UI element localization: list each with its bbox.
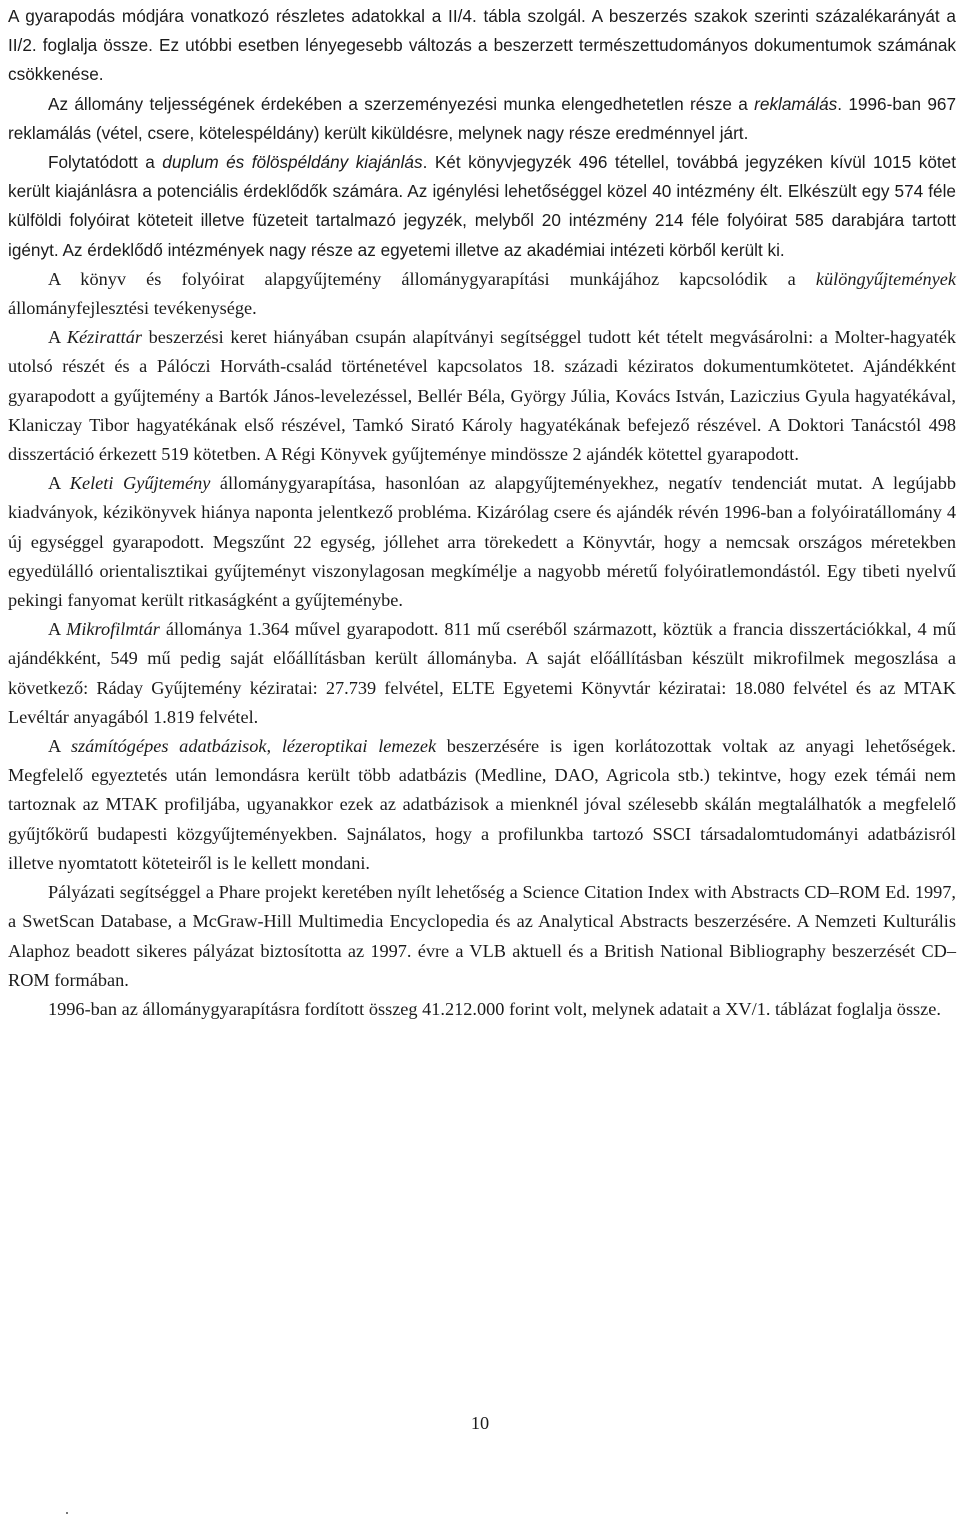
paragraph-manuscripts-text-a: A [48, 327, 67, 348]
paragraph-grants: Pályázati segítséggel a Phare projekt keretében nyílt lehetőség a Science Citation Index with Abstracts CD–ROM Ed. 1997, a SwetScan Database, a McGraw-Hill Multimedia Encyclopedia és az Analytical Abstracts beszerzésére. A Nemzeti Kulturális Alaphoz beadott sikeres pályázat biztosította az 1997. évre a VLB aktuell és a British National Bibliography beszerzését CD–ROM formában. [8, 882, 956, 990]
paragraph-microfilm-text-a: A [48, 619, 67, 640]
paragraph-special-collections-text-c: állományfejlesztési tevékenysége. [8, 298, 257, 319]
paragraph-claims-text-c: . 1996-ban 967 reklamálás (vétel, csere, kötelespéldány) került kiküldésre, melynek nagy része eredménnyel járt. [8, 93, 956, 143]
scan-speck [66, 1512, 68, 1514]
document-body [8, 2, 956, 1024]
paragraph-expenditure: 1996-ban az állománygyarapításra fordított összeg 41.212.000 forint volt, melynek adatait a XV/1. táblázat foglalja össze. [48, 998, 941, 1019]
page-number: 10 [470, 1413, 490, 1433]
paragraph-claims [8, 90, 956, 148]
paragraph-duplicates-text-a: Folytatódott a [48, 152, 163, 173]
paragraph-databases-text-c: beszerzésére is igen korlátozottak voltak az anyagi lehetőségek. Megfelelő egyeztetés után lemondásra került több adatbázis (Medline, DAO, Agricola stb.) tekintve, hogy ezek témái nem tartoznak az MTAK profiljába, ugyanakkor ezek az adatbázisok a mienknél jóval szélesebb skálán megtalálhatók a megfelelő gyűjtőkörű budapesti közgyűjteményekben. Sajnálatos, hogy a profilunkba tartozó SSCI társadalomtudományi adatbázisról illetve nyomtatott köteteiről is le kellett mondani. [8, 736, 956, 873]
paragraph-acquisition-summary: A gyarapodás módjára vonatkozó részletes adatokkal a II/4. tábla szolgál. A beszerzés szakok szerinti százalékarányát a II/2. foglalja össze. Ez utóbbi esetben lényegesebb változás a beszerzett természettudományos dokumentumok számának csökkenése. [8, 6, 956, 85]
paragraph-microfilm-text-c: állománya 1.364 művel gyarapodott. 811 mű cseréből származott, köztük a francia disszertációkkal, 4 mű ajándékként, 549 mű pedig saját előállításban került állományba. A saját előállításban készült mikrofilmek megoszlása a következő: Ráday Gyűjtemény kéziratai: 27.739 felvétel, ELTE Egyetemi Könyvtár kéziratai: 18.080 felvétel és az MTAK Levéltár anyagából 1.819 felvétel. [8, 619, 956, 727]
paragraph-claims-text-a: Az állomány teljességének érdekében a szerzeményezési munka elengedhetetlen része a [48, 93, 755, 114]
paragraph-duplicates-term: duplum és fölöspéldány kiajánlás [162, 152, 423, 173]
paragraph-manuscripts-text-c: beszerzési keret hiányában csupán alapítványi segítséggel tudott két tételt megvásárolni: a Molter-hagyaték utolsó részét és a Pálóczi Horváth-család történetével kapcsolatos 18. századi kéziratos dokumentumkötetet. Ajándékként gyarapodott a gyűjtemény a Bartók János-levelezéssel, Bellér Béla, György Júlia, Kovács István, Laziczius Gyula hagyatékával, Klaniczay Tibor hagyatékának első részével, Tamkó Sirató Károly hagyatékának befejező részével. A Doktori Tanácstól 498 disszertáció érkezett 519 kötetben. A Régi Könyvek gyűjteménye mindössze 2 ajándék kötettel gyarapodott. [8, 327, 956, 465]
paragraph-special-collections-text-a: A könyv és folyóirat alapgyűjtemény állománygyarapítási munkájához kapcsolódik a [48, 268, 816, 289]
paragraph-databases [8, 732, 956, 878]
paragraph-duplicates [8, 148, 956, 265]
paragraph-special-collections-term: különgyűjtemények [815, 268, 956, 289]
paragraph-duplicates-text-d: Az igénylési lehetőséggel közel 40 intézmény élt. Elkészült egy 574 féle külföldi folyóirat köteteit illetve füzeteit tartalmazó jegyzék, melyből 20 intézmény 214 féle folyóirat 585 darabjára tartott igényt. Az érdeklődő intézmények nagy része az egyetemi illetve az akadémiai intézeti körből került ki. [8, 181, 956, 260]
paragraph-microfilm-term: Mikrofilmtár [66, 619, 160, 640]
paragraph-databases-text-a: A [48, 736, 71, 757]
paragraph-microfilm [8, 615, 956, 732]
paragraph-manuscripts-term: Kézirattár [66, 327, 142, 348]
paragraph-manuscripts [8, 323, 956, 469]
paragraph-oriental-text-c: állománygyarapítása, hasonlóan az alapgyűjteményekhez, negatív tendenciát mutat. A legújabb kiadványok, kézikönyvek hiánya naponta jelentkező probléma. Kizárólag csere és ajándék révén 1996-ban a folyóiratállomány 4 új egységgel gyarapodott. Megszűnt 22 egység, jóllehet arra törekedett a Könyvtár, hogy a nemcsak országos méretekben egyedülálló orientalisztikai gyűjteményt viszonylagosan megkímélje a nagyobb méretű folyóiratlemondástól. Egy tibeti nyelvű pekingi fanyomat került ritkaságként a gyűjteménybe. [8, 473, 956, 611]
paragraph-duplicates-text-c: . Két könyvjegyzék 496 tétellel, továbbá jegyzéken kívül 1015 kötet került kiajánlásra a potenciális érdeklődők számára. [8, 152, 956, 202]
paragraph-claims-term: reklamálás [754, 93, 838, 114]
paragraph-databases-term: számítógépes adatbázisok, lézeroptikai lemezek [70, 736, 437, 757]
paragraph-special-collections [8, 265, 956, 323]
paragraph-oriental-collection [8, 469, 956, 615]
paragraph-oriental-term: Keleti Gyűjtemény [69, 473, 211, 494]
paragraph-oriental-text-a: A [48, 473, 70, 494]
